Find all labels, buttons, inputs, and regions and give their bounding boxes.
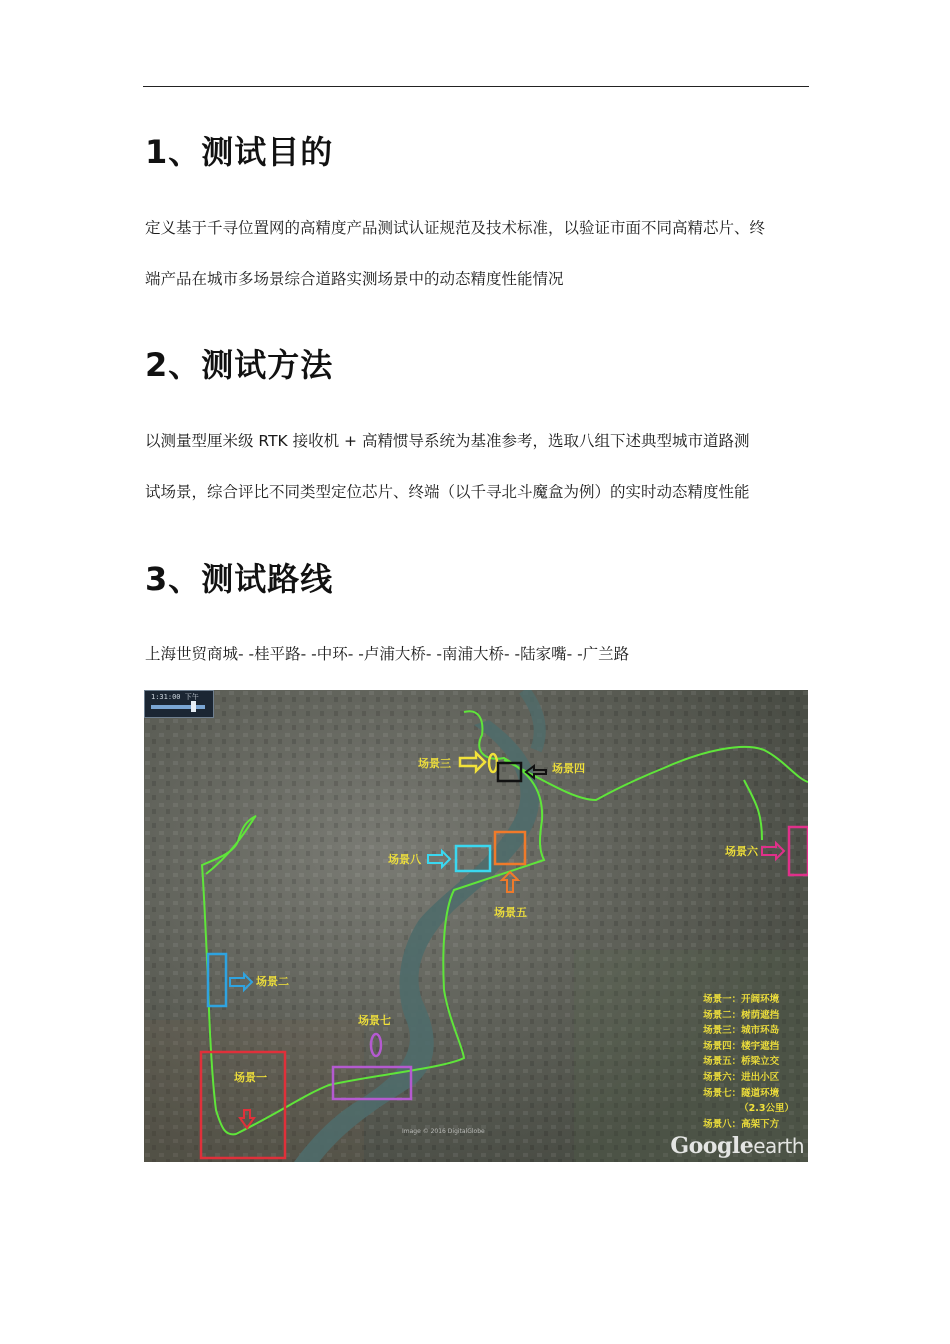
google-wordmark: Google [670, 1133, 754, 1159]
legend-item: 场景七：隧道环境 [703, 1087, 780, 1099]
scene1-label: 场景一 [234, 1071, 267, 1084]
slider-knob[interactable] [191, 701, 196, 712]
legend-item: 场景四：楼宇遮挡 [703, 1040, 780, 1052]
section-2-line-2: 试场景，综合评比不同类型定位芯片、终端（以千寻北斗魔盒为例）的实时动态精度性能 [145, 483, 750, 501]
legend-item: 场景六：进出小区 [703, 1071, 780, 1083]
slider-track[interactable] [151, 705, 205, 709]
section-2-heading: 2、测试方法 [145, 346, 334, 384]
section-3-heading: 3、测试路线 [145, 560, 334, 598]
imagery-credit: Image © 2016 DigitalGlobe [402, 1128, 485, 1135]
section-1-heading: 1、测试目的 [145, 133, 334, 171]
header-rule [143, 86, 809, 87]
legend-item: （2.3公里） [739, 1103, 794, 1115]
legend-item: 场景一：开阔环境 [703, 994, 780, 1005]
earth-wordmark: earth [753, 1134, 804, 1158]
section-1-line-2: 端产品在城市多场景综合道路实测场景中的动态精度性能情况 [145, 270, 564, 288]
slider-time-text: 1:31:00 下午 [151, 693, 199, 701]
scene-legend [703, 992, 794, 1132]
legend-item: 场景八：高架下方 [703, 1118, 780, 1130]
scene2-label: 场景二 [256, 975, 289, 988]
section-2-line-1: 以测量型厘米级 RTK 接收机 + 高精惯导系统为基准参考，选取八组下述典型城市道路测 [145, 432, 750, 450]
time-slider[interactable] [144, 690, 214, 718]
legend-item: 场景三：城市环岛 [703, 1025, 780, 1037]
legend-item: 场景二：树荫遮挡 [703, 1009, 780, 1021]
section-1-line-1: 定义基于千寻位置网的高精度产品测试认证规范及技术标准，以验证市面不同高精芯片、终 [145, 219, 766, 237]
route-map-image [144, 690, 808, 1162]
scene7-label: 场景七 [358, 1014, 391, 1027]
legend-item: 场景五：桥梁立交 [703, 1056, 780, 1068]
google-earth-watermark [670, 1133, 804, 1159]
scene8-label: 场景八 [388, 853, 421, 866]
scene4-label: 场景四 [552, 762, 585, 775]
section-3-route-line: 上海世贸商城- -桂平路- -中环- -卢浦大桥- -南浦大桥- -陆家嘴- -广兰路 [145, 645, 630, 663]
scene6-label: 场景六 [725, 845, 758, 858]
scene5-label: 场景五 [494, 906, 527, 919]
scene3-label: 场景三 [418, 757, 451, 770]
